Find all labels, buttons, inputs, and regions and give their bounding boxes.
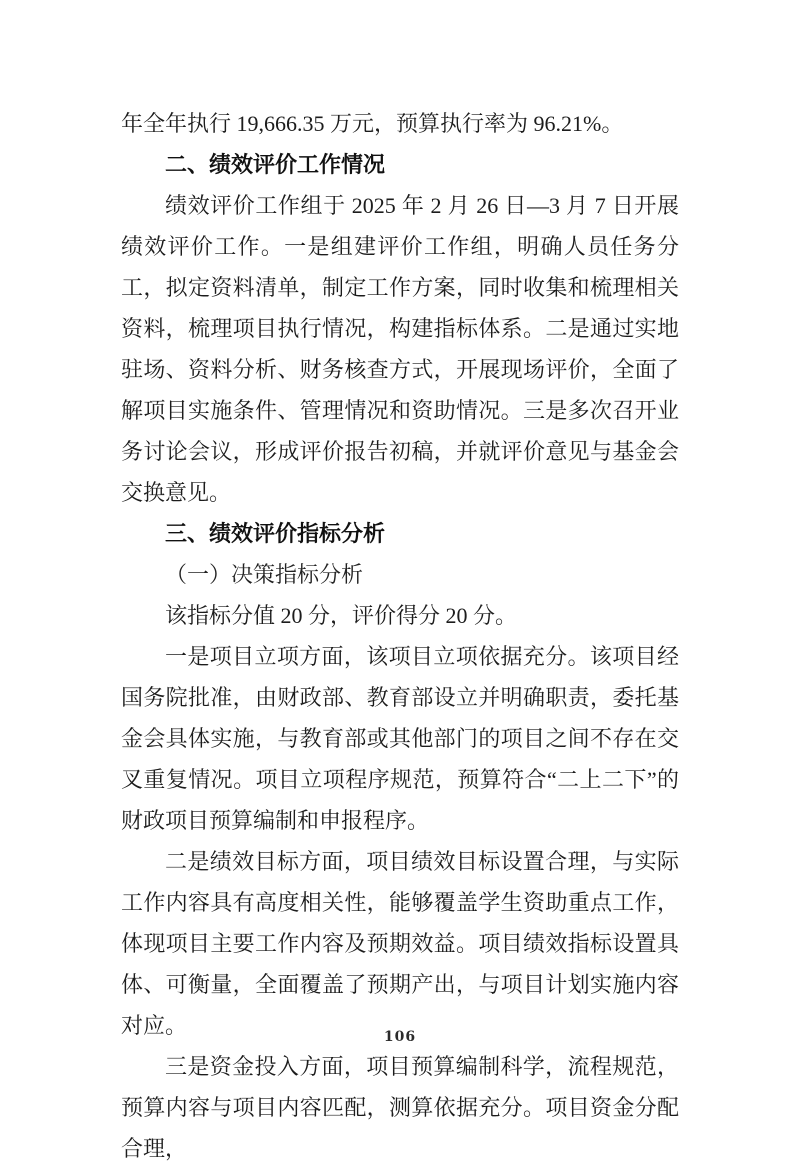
paragraph-budget-execution-continued: 年全年执行 19,666.35 万元，预算执行率为 96.21%。 [121,111,624,136]
paragraph-indicator-score: 该指标分值 20 分，评价得分 20 分。 [165,603,518,628]
heading-section-2-evaluation-work: 二、绩效评价工作情况 [165,152,386,177]
paragraph-project-approval: 一是项目立项方面，该项目立项依据充分。该项目经国务院批准，由财政部、教育部设立并明确职责，委托基金会具体实施，与教育部或其他部门的项目之间不存在交叉重复情况。项目立项程序规范，预算符合“二上二下”的财政项目预算编制和申报程序。 [121,644,679,833]
page-footer [0,1028,800,1046]
paragraph-performance-goals: 二是绩效目标方面，项目绩效目标设置合理，与实际工作内容具有高度相关性，能够覆盖学生资助重点工作，体现项目主要工作内容及预期效益。项目绩效指标设置具体、可衡量，全面覆盖了预期产出，与项目计划实施内容对应。 [121,849,679,1038]
document-body [121,103,679,1169]
subheading-decision-indicator-analysis: （一）决策指标分析 [165,562,364,587]
page-number: 106 [383,1029,417,1045]
paragraph-fund-input: 三是资金投入方面，项目预算编制科学，流程规范，预算内容与项目内容匹配，测算依据充分。项目资金分配合理， [121,1054,679,1161]
paragraph-evaluation-work-process: 绩效评价工作组于 2025 年 2 月 26 日—3 月 7 日开展绩效评价工作。一是组建评价工作组，明确人员任务分工，拟定资料清单，制定工作方案，同时收集和梳理相关资料，梳理项目执行情况，构建指标体系。二是通过实地驻场、资料分析、财务核查方式，开展现场评价，全面了解项目实施条件、管理情况和资助情况。三是多次召开业务讨论会议，形成评价报告初稿，并就评价意见与基金会交换意见。 [121,193,679,505]
heading-section-3-indicator-analysis: 三、绩效评价指标分析 [165,521,386,546]
